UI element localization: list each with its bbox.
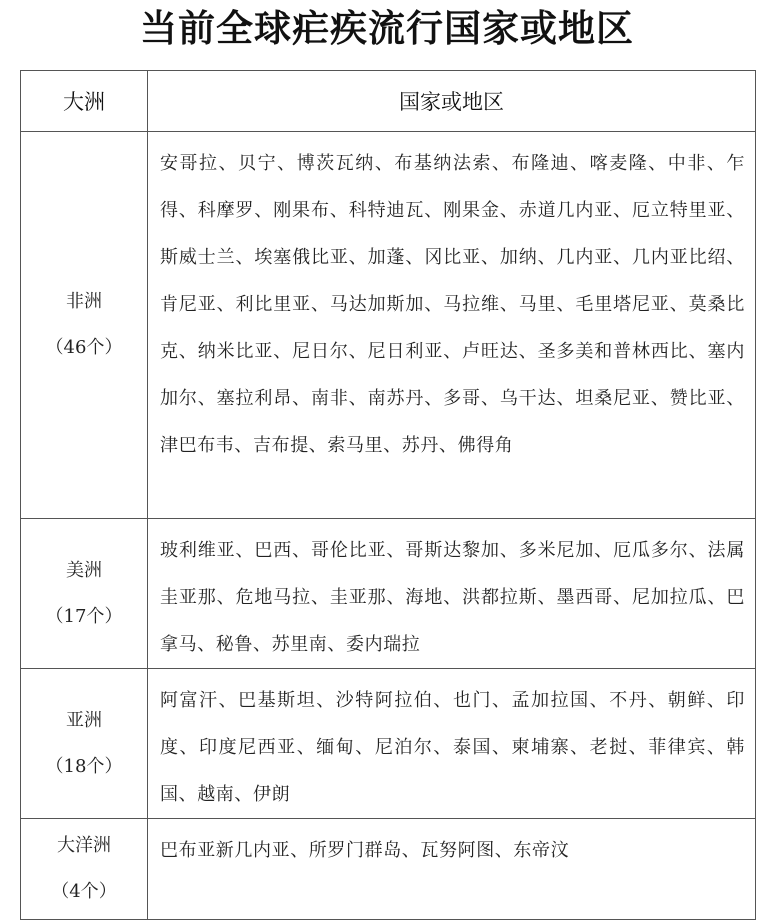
table-row	[21, 132, 756, 519]
region-cell	[21, 519, 148, 669]
region-cell	[21, 669, 148, 819]
region-count: （17个）	[45, 605, 123, 627]
region-name: 亚洲	[66, 709, 102, 731]
countries-cell: 玻利维亚、巴西、哥伦比亚、哥斯达黎加、多米尼加、厄瓜多尔、法属圭亚那、危地马拉、圭亚那、海地、洪都拉斯、墨西哥、尼加拉瓜、巴拿马、秘鲁、苏里南、委内瑞拉	[148, 519, 756, 669]
region-name: 大洋洲	[57, 835, 111, 856]
countries-cell: 安哥拉、贝宁、博茨瓦纳、布基纳法索、布隆迪、喀麦隆、中非、乍得、科摩罗、刚果布、科特迪瓦、刚果金、赤道几内亚、厄立特里亚、斯威士兰、埃塞俄比亚、加蓬、冈比亚、加纳、几内亚、几内亚比绍、肯尼亚、利比里亚、马达加斯加、马拉维、马里、毛里塔尼亚、莫桑比克、纳米比亚、尼日尔、尼日利亚、卢旺达、圣多美和普林西比、塞内加尔、塞拉利昂、南非、南苏丹、多哥、乌干达、坦桑尼亚、赞比亚、津巴布韦、吉布提、索马里、苏丹、佛得角	[148, 132, 756, 519]
region-name: 非洲	[66, 291, 102, 312]
region-cell	[21, 132, 148, 519]
table-header-row	[21, 71, 756, 132]
header-countries: 国家或地区	[148, 71, 756, 132]
countries-cell: 巴布亚新几内亚、所罗门群岛、瓦努阿图、东帝汶	[148, 819, 756, 920]
malaria-countries-table	[20, 70, 756, 920]
page-title: 当前全球疟疾流行国家或地区	[140, 7, 634, 50]
table-row	[21, 519, 756, 669]
region-count: （46个）	[45, 337, 123, 358]
countries-cell: 阿富汗、巴基斯坦、沙特阿拉伯、也门、孟加拉国、不丹、朝鲜、印度、印度尼西亚、缅甸、尼泊尔、泰国、柬埔寨、老挝、菲律宾、韩国、越南、伊朗	[148, 669, 756, 819]
table-row	[21, 819, 756, 920]
region-count: （18个）	[45, 755, 123, 777]
header-continent: 大洲	[21, 71, 148, 132]
region-count: （4个）	[51, 881, 117, 902]
table-row	[21, 669, 756, 819]
region-name: 美洲	[66, 559, 102, 581]
region-cell	[21, 819, 148, 920]
